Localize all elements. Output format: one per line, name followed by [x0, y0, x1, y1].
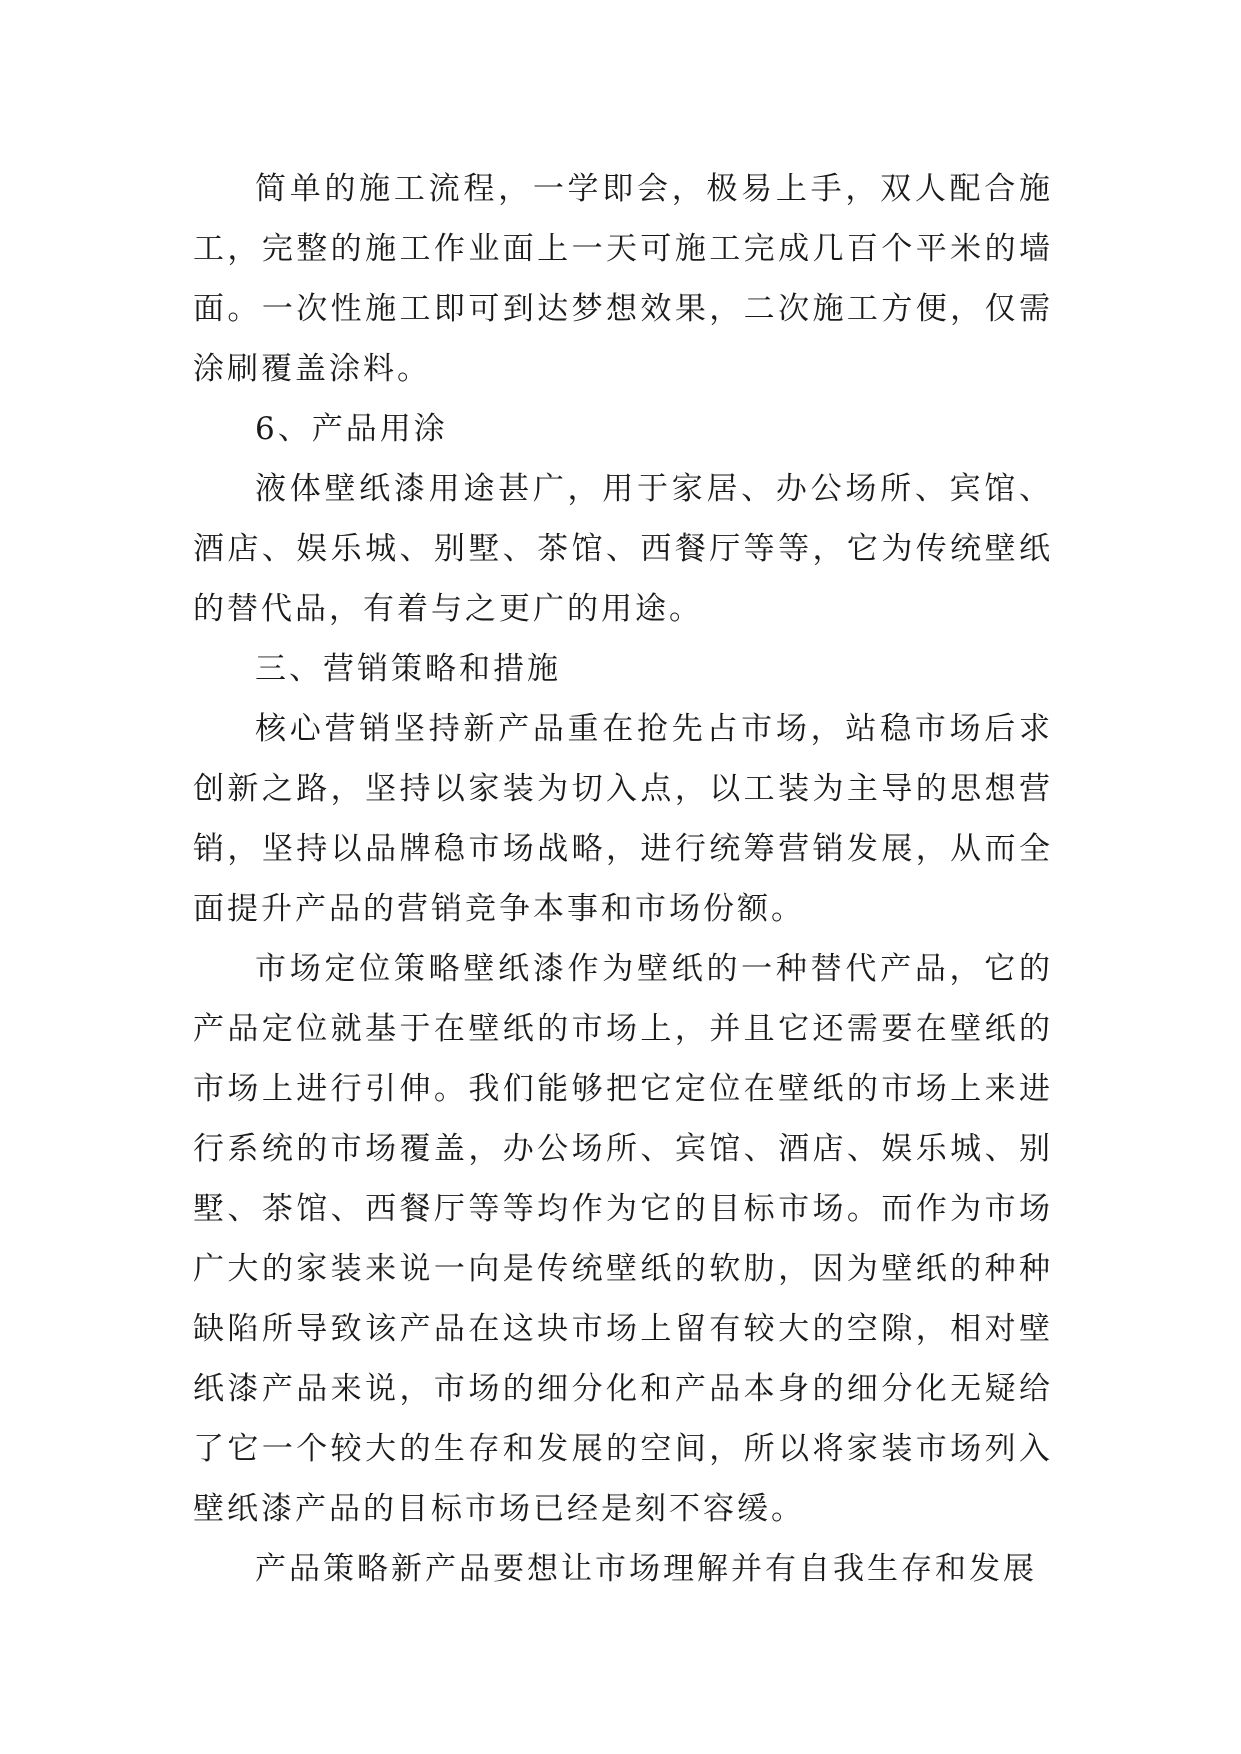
paragraph-product-strategy: 产品策略新产品要想让市场理解并有自我生存和发展 — [255, 1551, 1037, 1587]
paragraph-product-use: 液体壁纸漆用途甚广，用于家居、办公场所、宾馆、酒店、娱乐城、别墅、茶馆、西餐厅等等，它为传统壁纸的替代品，有着与之更广的用途。 — [193, 471, 1053, 627]
paragraph-market-positioning: 市场定位策略壁纸漆作为壁纸的一种替代产品，它的产品定位就基于在壁纸的市场上，并且它还需要在壁纸的市场上进行引伸。我们能够把它定位在壁纸的市场上来进行系统的市场覆盖，办公场所、宾馆、酒店、娱乐城、别墅、茶馆、西餐厅等等均作为它的目标市场。而作为市场广大的家装来说一向是传统壁纸的软肋，因为壁纸的种种缺陷所导致该产品在这块市场上留有较大的空隙，相对壁纸漆产品来说，市场的细分化和产品本身的细分化无疑给了它一个较大的生存和发展的空间，所以将家装市场列入壁纸漆产品的目标市场已经是刻不容缓。 — [193, 951, 1053, 1527]
paragraph-core-marketing: 核心营销坚持新产品重在抢先占市场，站稳市场后求创新之路，坚持以家装为切入点，以工装为主导的思想营销，坚持以品牌稳市场战略，进行统筹营销发展，从而全面提升产品的营销竞争本事和市场份额。 — [193, 711, 1053, 927]
section-heading-marketing-strategy: 三、营销策略和措施 — [255, 651, 561, 687]
document-body — [193, 159, 1053, 1599]
paragraph-construction-process: 简单的施工流程，一学即会，极易上手，双人配合施工，完整的施工作业面上一天可施工完成几百个平米的墙面。一次性施工即可到达梦想效果，二次施工方便，仅需涂刷覆盖涂料。 — [193, 171, 1053, 387]
section-heading-product-use: 6、产品用涂 — [255, 411, 448, 447]
